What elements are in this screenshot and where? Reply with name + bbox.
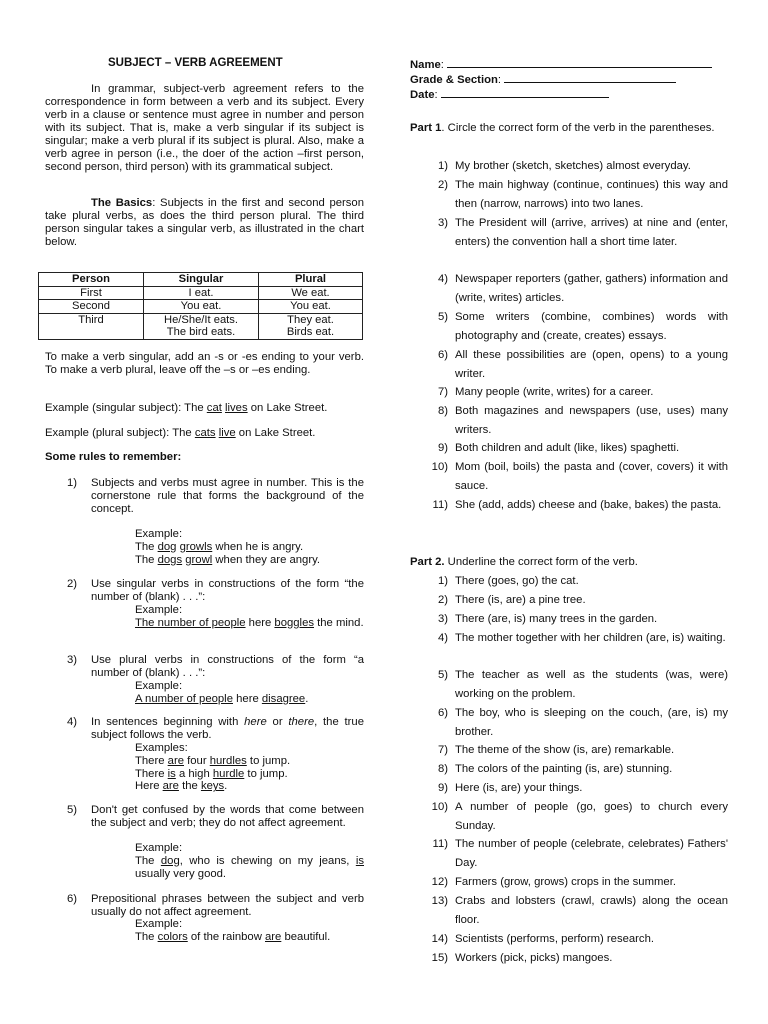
person-chart [38,272,363,340]
rule-example: Example: The colors of the rainbow are beautiful. [135,918,331,943]
rule-example: Example: The dog growls when he is angry. The dogs growl when they are angry. [135,528,321,566]
rule-text: Prepositional phrases between the subject and verb usually do not affect agreement. [91,893,364,918]
chart-row [39,286,363,300]
example-plural: Example (plural subject): The cats live on Lake Street. [45,427,316,439]
rule-number: 3) [67,654,78,666]
after-table-paragraph: To make a verb singular, add an -s or -es ending to your verb. To make a verb plural, leave off the –s or –es ending. [45,351,364,376]
rule-example: Example: The number of people here boggles the mind. [135,604,364,629]
chart-row [39,313,363,339]
basics-paragraph [45,197,364,249]
chart-cell: You eat. [144,300,259,314]
rule-number: 6) [67,893,78,905]
part1-label: Part 1 [410,122,442,134]
part2-instruction: Part 2. Underline the correct form of the verb. [410,556,638,568]
rule-example: Example: A number of people here disagree. [135,680,309,705]
rule-text: Don't get confused by the words that come between the subject and verb; they do not affect agreement. [91,804,364,829]
rule-text: In sentences beginning with here or there, the true subject follows the verb. [91,716,364,741]
student-info [410,57,712,102]
rule-number: 5) [67,804,78,816]
rules-heading: Some rules to remember: [45,451,182,463]
part2-label: Part 2. [410,556,445,568]
chart-cell: You eat. [259,300,363,314]
chart-header-singular: Singular [144,273,259,287]
rule-text: Use plural verbs in constructions of the form “a number of (blank) . . .”: [91,654,364,679]
chart-cell: I eat. [144,286,259,300]
chart-cell: Third [39,313,144,339]
name-field[interactable]: Name: [410,57,712,72]
intro-paragraph: In grammar, subject-verb agreement refers to the correspondence in form between a verb and its subject. Every verb in a clause or sentence must agree in number and person with its subject. That is, make a verb singular if its subject is singular; make a verb plural if its subject is plural. Also, make a verb agree in person (i.e., the doer of the action –first person, second person, third person) with its grammatical subject. [45,83,364,173]
rule-number: 1) [67,477,78,489]
chart-cell: He/She/It eats. The bird eats. [144,313,259,339]
chart-cell: We eat. [259,286,363,300]
rule-text: Use singular verbs in constructions of the form “the number of (blank) . . .”: [91,578,364,603]
date-field[interactable]: Date: [410,87,712,102]
basics-text: : Subjects in the first and second person take plural verbs, as does the third person plural. The third person singular takes a singular verb, as illustrated in the chart below. [45,197,364,248]
rule-number: 2) [67,578,78,590]
example-singular: Example (singular subject): The cat lives on Lake Street. [45,402,328,414]
chart-cell: First [39,286,144,300]
chart-row [39,300,363,314]
page-title: SUBJECT – VERB AGREEMENT [108,57,283,69]
chart-header-row [39,273,363,287]
rule-example: Example: The dog, who is chewing on my jeans, is usually very good. [135,842,364,880]
rule-example: Examples: There are four hurdles to jump. There is a high hurdle to jump. Here are the keys. [135,742,291,793]
rule-text: Subjects and verbs must agree in number. This is the cornerstone rule that forms the background of the concept. [91,477,364,515]
chart-cell: Second [39,300,144,314]
grade-section-field[interactable]: Grade & Section: [410,72,712,87]
basics-label: The Basics [91,197,153,209]
part1-instruction: Part 1. Circle the correct form of the verb in the parentheses. [410,122,715,134]
chart-header-plural: Plural [259,273,363,287]
chart-cell: They eat. Birds eat. [259,313,363,339]
rule-number: 4) [67,716,78,728]
chart-header-person: Person [39,273,144,287]
